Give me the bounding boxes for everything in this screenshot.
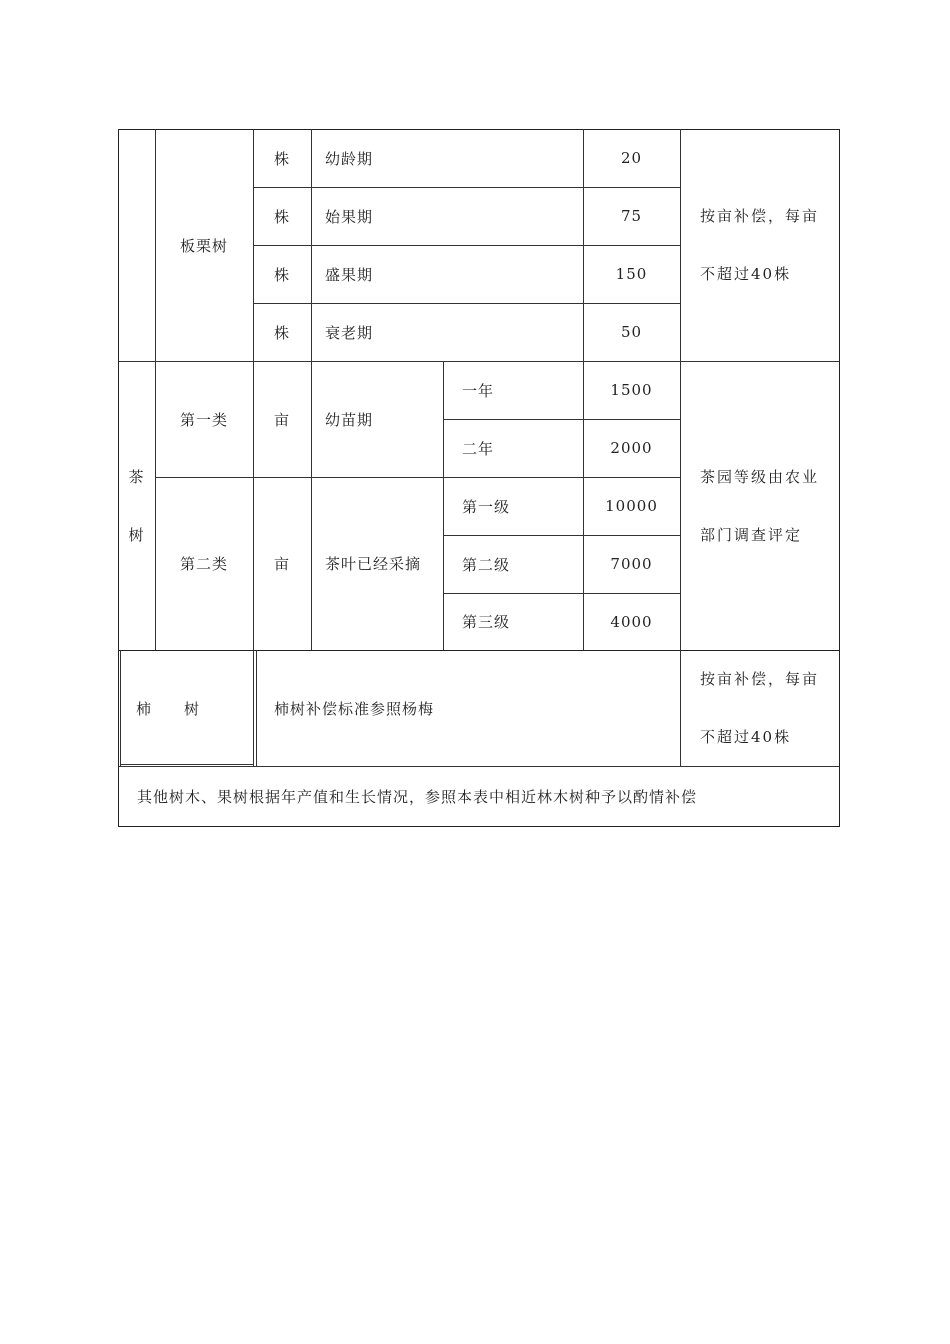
chestnut-stage-2: 始果期	[325, 207, 374, 226]
tea-name	[118, 361, 155, 650]
tea-class2-stage: 茶叶已经采摘	[325, 555, 422, 573]
chestnut-stage-3: 盛果期	[325, 265, 374, 284]
chestnut-stage-1: 幼龄期	[325, 149, 374, 168]
chestnut-stage-4: 衰老期	[325, 323, 374, 342]
persimmon-name-char2: 树	[184, 699, 201, 718]
tea-class1-amount-1: 1500	[610, 381, 653, 399]
tea-class1-amount-2: 2000	[610, 439, 653, 457]
chestnut-note-line2: 不超过40株	[700, 265, 792, 283]
chestnut-amount-1: 20	[620, 149, 643, 167]
chestnut-unit-3: 株	[273, 265, 290, 284]
chestnut-unit-4: 株	[273, 323, 290, 342]
persimmon-name	[136, 650, 251, 766]
tea-class2-amount-1: 10000	[605, 497, 658, 515]
tea-class1-name: 第一类	[179, 410, 228, 429]
chestnut-note	[700, 187, 836, 303]
chestnut-unit-2: 株	[273, 207, 290, 226]
chestnut-name: 板栗树	[179, 236, 228, 255]
tea-class2-name: 第二类	[179, 555, 228, 573]
tea-class2-unit: 亩	[273, 555, 290, 573]
chestnut-amount-4: 50	[620, 323, 643, 341]
tea-note-line1: 茶园等级由农业	[700, 468, 820, 486]
tea-note	[700, 448, 836, 564]
tea-class1-unit: 亩	[273, 410, 290, 429]
persimmon-note-line2: 不超过40株	[700, 728, 792, 746]
tea-name-char2: 树	[128, 525, 145, 544]
tea-note-line2: 部门调查评定	[700, 526, 803, 544]
footer-note: 其他树木、果树根据年产值和生长情况，参照本表中相近林木树种予以酌情补偿	[137, 787, 698, 806]
chestnut-amount-2: 75	[620, 207, 643, 225]
tea-class2-amount-2: 7000	[610, 555, 653, 573]
tea-name-char1: 茶	[128, 467, 145, 486]
tea-class2-sub-2: 第二级	[462, 555, 511, 574]
tea-class1-sub-2: 二年	[462, 439, 495, 458]
chestnut-unit-1: 株	[273, 149, 290, 168]
chestnut-amount-3: 150	[615, 265, 648, 283]
tea-class2-sub-1: 第一级	[462, 497, 511, 516]
compensation-table	[118, 129, 840, 827]
persimmon-note-line1: 按亩补偿，每亩	[700, 670, 820, 688]
persimmon-note	[700, 650, 836, 766]
tea-class1-sub-1: 一年	[462, 381, 495, 400]
tea-class2-sub-3: 第三级	[462, 613, 511, 631]
persimmon-name-char1: 柿	[136, 699, 153, 718]
tea-class1-stage: 幼苗期	[325, 410, 374, 429]
chestnut-note-line1: 按亩补偿，每亩	[700, 207, 820, 225]
tea-class2-amount-3: 4000	[610, 612, 653, 631]
persimmon-desc: 柿树补偿标准参照杨梅	[274, 699, 435, 718]
